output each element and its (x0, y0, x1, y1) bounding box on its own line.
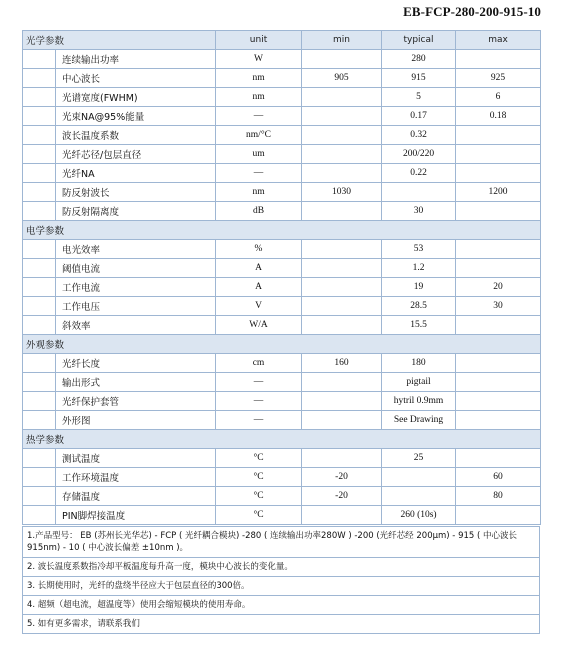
param-max: 1200 (456, 183, 541, 202)
param-name: 工作环境温度 (56, 468, 216, 487)
table-row (23, 449, 541, 468)
param-unit: nm/°C (216, 126, 302, 145)
indent-cell (23, 88, 56, 107)
param-min: -20 (302, 468, 382, 487)
table-row (23, 411, 541, 430)
table-row (23, 50, 541, 69)
param-min (302, 278, 382, 297)
param-max: 60 (456, 468, 541, 487)
param-max (456, 164, 541, 183)
section-row (23, 430, 541, 449)
section-row (23, 335, 541, 354)
table-row (23, 278, 541, 297)
param-typical: 15.5 (382, 316, 456, 335)
param-max (456, 373, 541, 392)
param-name: 电光效率 (56, 240, 216, 259)
param-typical: hytril 0.9mm (382, 392, 456, 411)
param-name: 防反射隔离度 (56, 202, 216, 221)
section-row (23, 221, 541, 240)
indent-cell (23, 392, 56, 411)
param-name: 光纤保护套管 (56, 392, 216, 411)
param-unit: cm (216, 354, 302, 373)
table-header (23, 31, 541, 50)
param-unit: A (216, 259, 302, 278)
param-typical: 0.22 (382, 164, 456, 183)
param-min: 1030 (302, 183, 382, 202)
indent-cell (23, 145, 56, 164)
param-name: 工作电压 (56, 297, 216, 316)
param-max: 925 (456, 69, 541, 88)
param-unit: — (216, 373, 302, 392)
param-unit: — (216, 164, 302, 183)
param-name: 工作电流 (56, 278, 216, 297)
param-min (302, 411, 382, 430)
param-max: 0.18 (456, 107, 541, 126)
section-title: 电学参数 (23, 221, 541, 240)
param-typical: See Drawing (382, 411, 456, 430)
param-typical: pigtail (382, 373, 456, 392)
param-typical: 1.2 (382, 259, 456, 278)
param-min (302, 50, 382, 69)
param-min (302, 373, 382, 392)
param-max: 6 (456, 88, 541, 107)
param-max: 80 (456, 487, 541, 506)
table-row (23, 392, 541, 411)
param-min (302, 145, 382, 164)
param-typical: 30 (382, 202, 456, 221)
indent-cell (23, 278, 56, 297)
param-min: 160 (302, 354, 382, 373)
indent-cell (23, 183, 56, 202)
param-unit: nm (216, 183, 302, 202)
table-row (23, 145, 541, 164)
param-unit: um (216, 145, 302, 164)
note-item: 2. 波长温度系数指冷却平板温度每升高一度，模块中心波长的变化量。 (22, 558, 540, 577)
param-unit: % (216, 240, 302, 259)
param-unit: °C (216, 487, 302, 506)
param-max (456, 202, 541, 221)
table-row (23, 69, 541, 88)
param-min (302, 449, 382, 468)
indent-cell (23, 468, 56, 487)
param-name: 测试温度 (56, 449, 216, 468)
param-min (302, 316, 382, 335)
indent-cell (23, 164, 56, 183)
param-name: 斜效率 (56, 316, 216, 335)
param-max (456, 50, 541, 69)
param-min (302, 164, 382, 183)
indent-cell (23, 411, 56, 430)
table-row (23, 164, 541, 183)
table-row (23, 183, 541, 202)
param-typical: 25 (382, 449, 456, 468)
indent-cell (23, 354, 56, 373)
param-name: 防反射波长 (56, 183, 216, 202)
header-unit: unit (216, 31, 302, 50)
section-title: 光学参数 (23, 31, 216, 50)
param-typical (382, 183, 456, 202)
note-item: 1.产品型号： EB (苏州长光华芯) - FCP ( 光纤耦合模块) -280 ( 连续输出功率280W ) -200 (光纤芯经 200μm) - 915 ( 中心波长 915nm) - 10 ( 中心波长偏差 ±10nm )。 (22, 526, 540, 558)
param-min (302, 88, 382, 107)
param-unit: nm (216, 69, 302, 88)
header-max: max (456, 31, 541, 50)
param-min (302, 202, 382, 221)
param-name: 连续输出功率 (56, 50, 216, 69)
param-typical: 28.5 (382, 297, 456, 316)
param-typical: 53 (382, 240, 456, 259)
param-typical: 0.17 (382, 107, 456, 126)
param-max: 30 (456, 297, 541, 316)
indent-cell (23, 297, 56, 316)
table-row (23, 107, 541, 126)
table-row (23, 297, 541, 316)
param-min (302, 297, 382, 316)
table-row (23, 316, 541, 335)
param-min: -20 (302, 487, 382, 506)
param-max (456, 354, 541, 373)
param-typical: 260 (10s) (382, 506, 456, 525)
param-max (456, 392, 541, 411)
note-item: 5. 如有更多需求，请联系我们 (22, 615, 540, 634)
param-min (302, 240, 382, 259)
param-unit: — (216, 107, 302, 126)
param-max (456, 506, 541, 525)
param-typical: 19 (382, 278, 456, 297)
indent-cell (23, 373, 56, 392)
param-min (302, 506, 382, 525)
param-name: 输出形式 (56, 373, 216, 392)
indent-cell (23, 107, 56, 126)
table-row (23, 240, 541, 259)
header-min: min (302, 31, 382, 50)
table-row (23, 468, 541, 487)
note-item: 3. 长期使用时，光纤的盘绕半径应大于包层直径的300倍。 (22, 577, 540, 596)
param-name: 中心波长 (56, 69, 216, 88)
param-unit: A (216, 278, 302, 297)
param-max (456, 145, 541, 164)
indent-cell (23, 487, 56, 506)
param-unit: — (216, 411, 302, 430)
param-typical: 915 (382, 69, 456, 88)
table-row (23, 506, 541, 525)
indent-cell (23, 50, 56, 69)
table-row (23, 259, 541, 278)
table-row (23, 487, 541, 506)
param-typical: 0.32 (382, 126, 456, 145)
model-number: EB-FCP-280-200-915-10 (403, 4, 541, 19)
param-name: PIN脚焊接温度 (56, 506, 216, 525)
param-typical: 5 (382, 88, 456, 107)
param-name: 波长温度系数 (56, 126, 216, 145)
indent-cell (23, 126, 56, 145)
header-typical: typical (382, 31, 456, 50)
indent-cell (23, 240, 56, 259)
param-min (302, 126, 382, 145)
param-max: 20 (456, 278, 541, 297)
table-row (23, 373, 541, 392)
param-name: 光谱宽度(FWHM) (56, 88, 216, 107)
param-typical (382, 487, 456, 506)
param-unit: W/A (216, 316, 302, 335)
param-unit: nm (216, 88, 302, 107)
param-typical: 200/220 (382, 145, 456, 164)
param-unit: °C (216, 468, 302, 487)
param-max (456, 316, 541, 335)
param-unit: °C (216, 506, 302, 525)
param-name: 存储温度 (56, 487, 216, 506)
param-min (302, 259, 382, 278)
notes (22, 526, 540, 634)
param-max (456, 411, 541, 430)
param-name: 外形图 (56, 411, 216, 430)
param-typical (382, 468, 456, 487)
param-max (456, 259, 541, 278)
table-row (23, 202, 541, 221)
param-min (302, 392, 382, 411)
indent-cell (23, 316, 56, 335)
table-row (23, 126, 541, 145)
indent-cell (23, 259, 56, 278)
table-row (23, 88, 541, 107)
param-name: 光纤芯径/包层直径 (56, 145, 216, 164)
param-unit: dB (216, 202, 302, 221)
param-unit: V (216, 297, 302, 316)
param-unit: °C (216, 449, 302, 468)
section-title: 外观参数 (23, 335, 541, 354)
spec-table (22, 30, 541, 525)
param-typical: 280 (382, 50, 456, 69)
indent-cell (23, 69, 56, 88)
param-name: 阈值电流 (56, 259, 216, 278)
section-title: 热学参数 (23, 430, 541, 449)
note-item: 4. 超频（超电流，超温度等）使用会缩短模块的使用寿命。 (22, 596, 540, 615)
param-name: 光束NA@95%能量 (56, 107, 216, 126)
indent-cell (23, 449, 56, 468)
param-unit: W (216, 50, 302, 69)
param-typical: 180 (382, 354, 456, 373)
param-max (456, 126, 541, 145)
param-max (456, 240, 541, 259)
param-min (302, 107, 382, 126)
param-name: 光纤NA (56, 164, 216, 183)
indent-cell (23, 202, 56, 221)
param-name: 光纤长度 (56, 354, 216, 373)
param-max (456, 449, 541, 468)
param-unit: — (216, 392, 302, 411)
indent-cell (23, 506, 56, 525)
table-row (23, 354, 541, 373)
param-min: 905 (302, 69, 382, 88)
